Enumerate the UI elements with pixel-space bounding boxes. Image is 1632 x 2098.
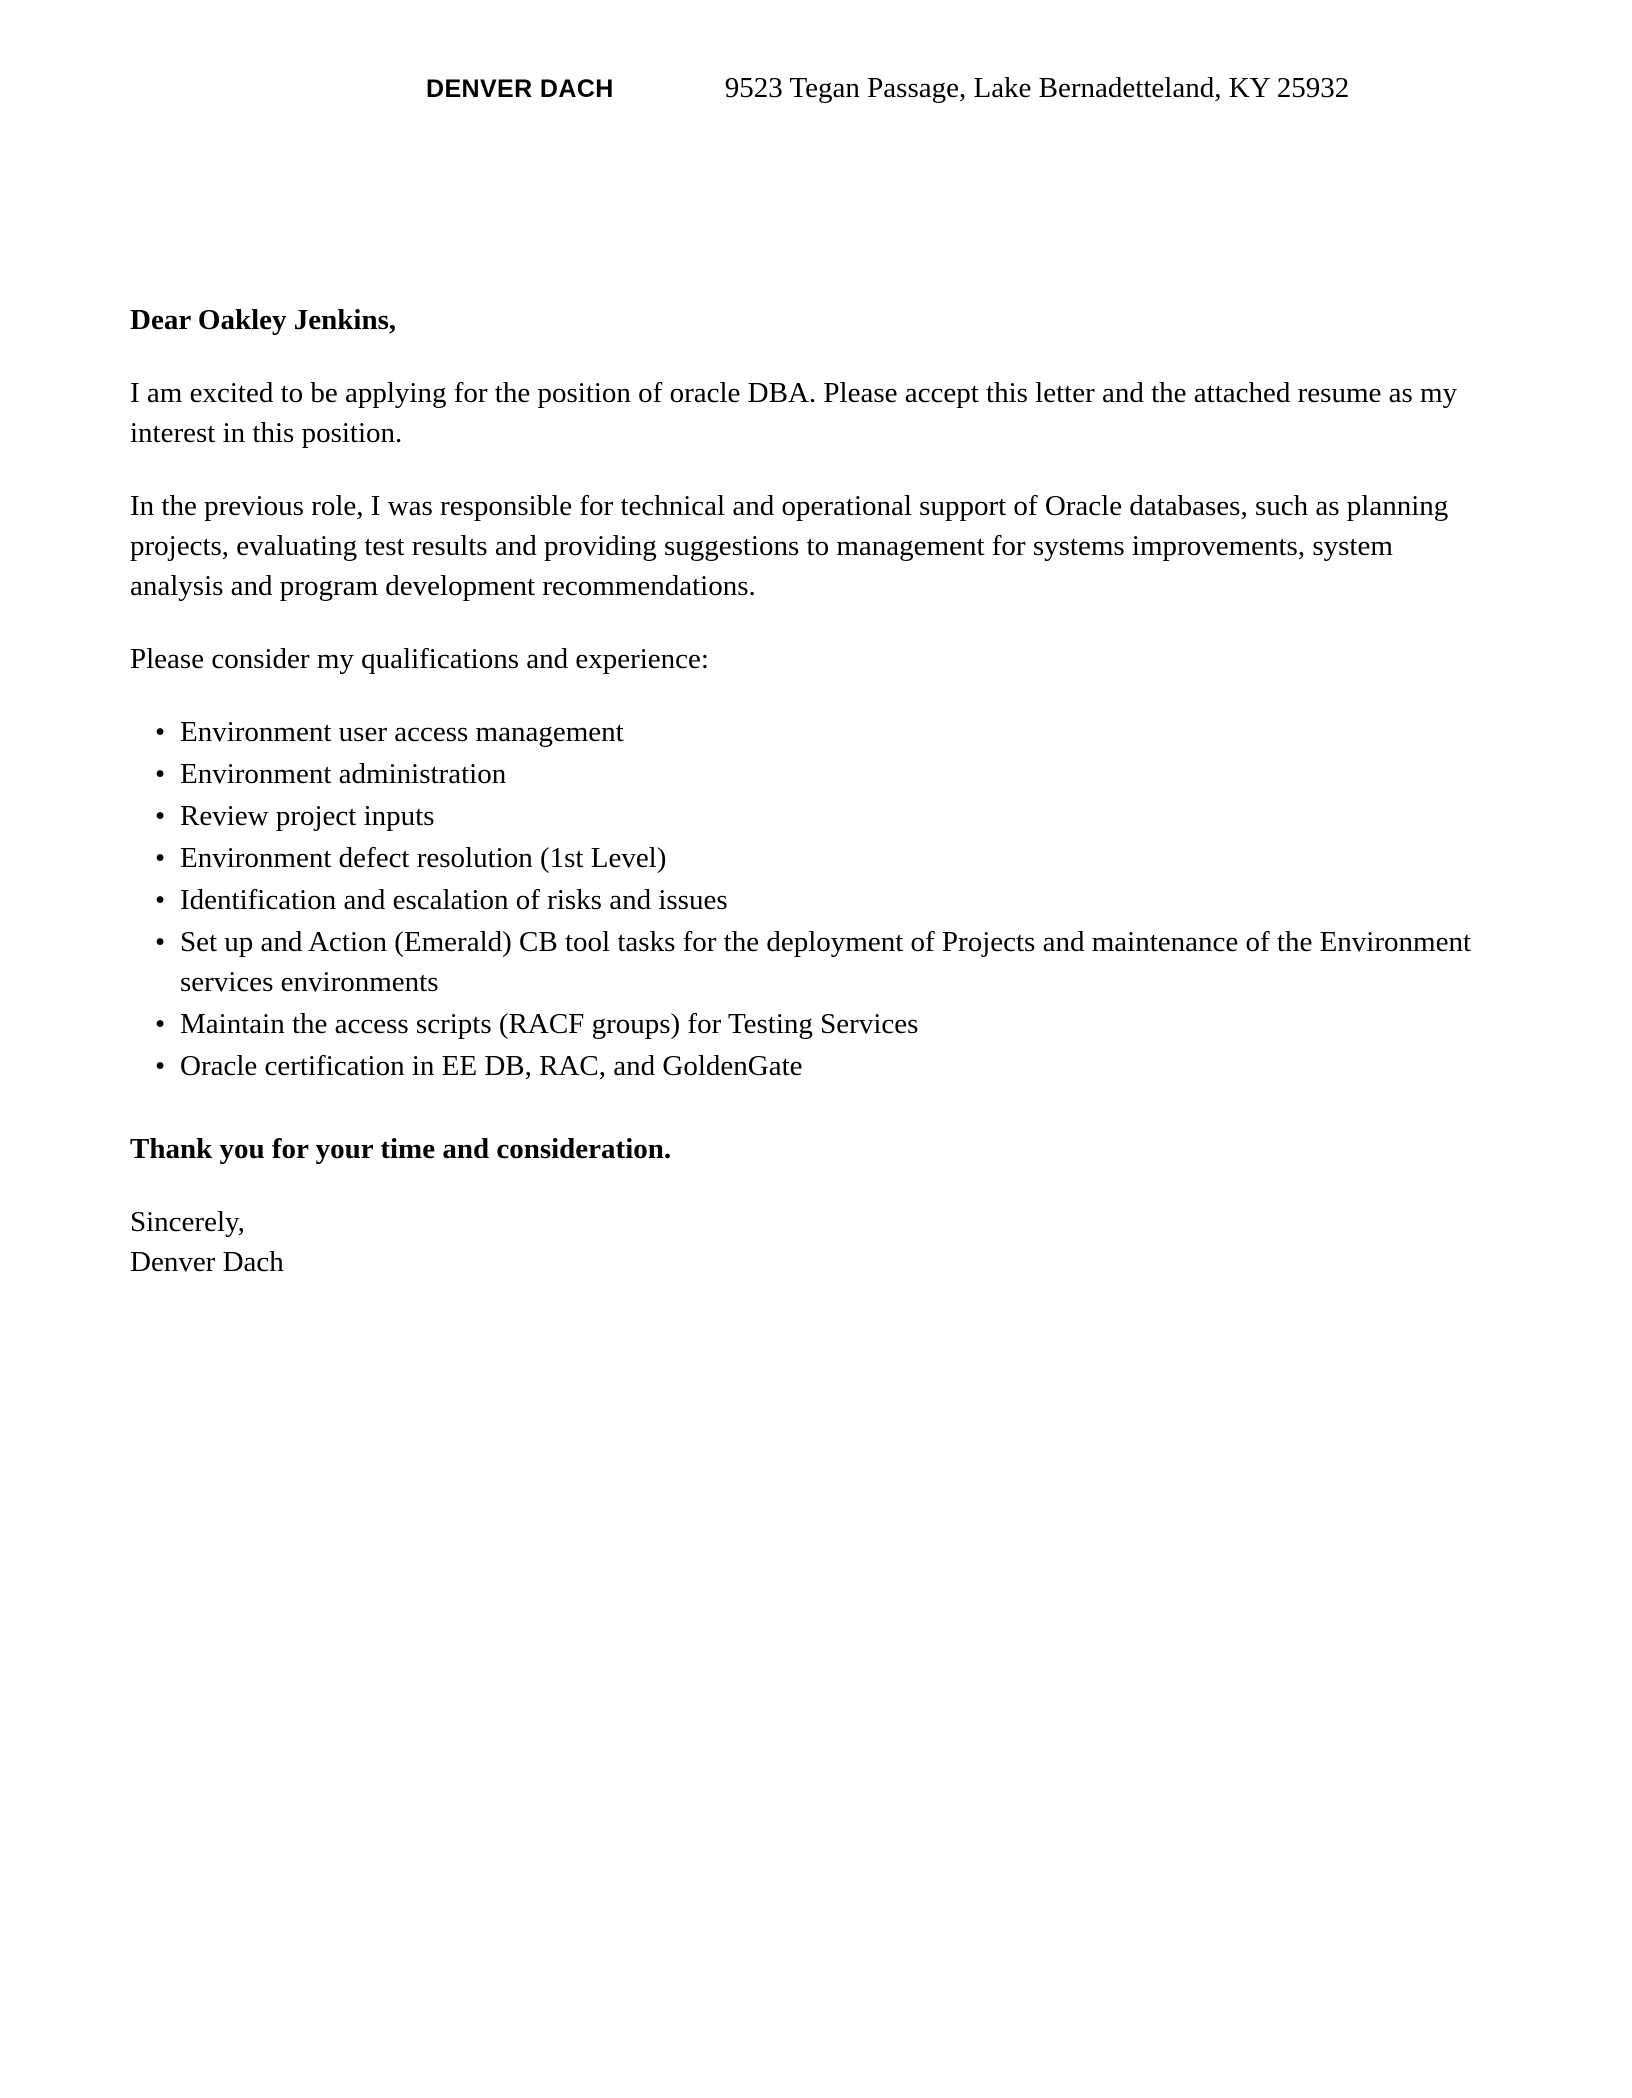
bullet-icon: •: [155, 758, 166, 790]
list-item-label: Identification and escalation of risks and issues: [180, 884, 728, 916]
salutation: Dear Oakley Jenkins,: [130, 304, 397, 336]
letter-body: [130, 300, 1492, 1282]
list-item: [130, 880, 1492, 920]
list-item-label: Environment administration: [180, 758, 507, 790]
list-item: [130, 1004, 1492, 1044]
qualifications-list: [130, 712, 1492, 1086]
letterhead: [130, 72, 1502, 112]
signature-block: [130, 1202, 1492, 1282]
bullet-icon: •: [155, 716, 166, 748]
bullet-icon: •: [155, 1008, 166, 1040]
list-item-label: Environment defect resolution (1st Level): [180, 842, 667, 874]
sender-address: 9523 Tegan Passage, Lake Bernadetteland, KY 25932: [724, 72, 1350, 104]
bullet-icon: •: [155, 1050, 166, 1082]
list-item: [130, 754, 1492, 794]
list-item: [130, 1046, 1492, 1086]
list-item-label: Environment user access management: [180, 716, 624, 748]
body-paragraph-2: In the previous role, I was responsible for technical and operational support of Oracle databases, such as planning projects, evaluating test results and providing suggestions to management for systems improvements, system analysis and program development recommendations.: [130, 490, 1449, 602]
sender-name: DENVER DACH: [426, 75, 614, 103]
list-item: [130, 796, 1492, 836]
bullet-icon: •: [155, 842, 166, 874]
list-item-label: Set up and Action (Emerald) CB tool tasks for the deployment of Projects and maintenance of the Environment services environments: [180, 926, 1471, 998]
list-item-label: Oracle certification in EE DB, RAC, and GoldenGate: [180, 1050, 803, 1082]
qualifications-intro: Please consider my qualifications and experience:: [130, 643, 709, 675]
body-paragraph-1: I am excited to be applying for the position of oracle DBA. Please accept this letter and the attached resume as my interest in this position.: [130, 377, 1458, 449]
bullet-icon: •: [155, 800, 166, 832]
list-item-label: Review project inputs: [180, 800, 435, 832]
closing-statement: Thank you for your time and consideration.: [130, 1133, 672, 1165]
list-item: [130, 838, 1492, 878]
bullet-icon: •: [155, 926, 166, 958]
signature-name: Denver Dach: [130, 1246, 284, 1278]
list-item: [130, 922, 1492, 1002]
list-item-label: Maintain the access scripts (RACF groups) for Testing Services: [180, 1008, 919, 1040]
valediction: Sincerely,: [130, 1206, 245, 1238]
list-item: [130, 712, 1492, 752]
bullet-icon: •: [155, 884, 166, 916]
